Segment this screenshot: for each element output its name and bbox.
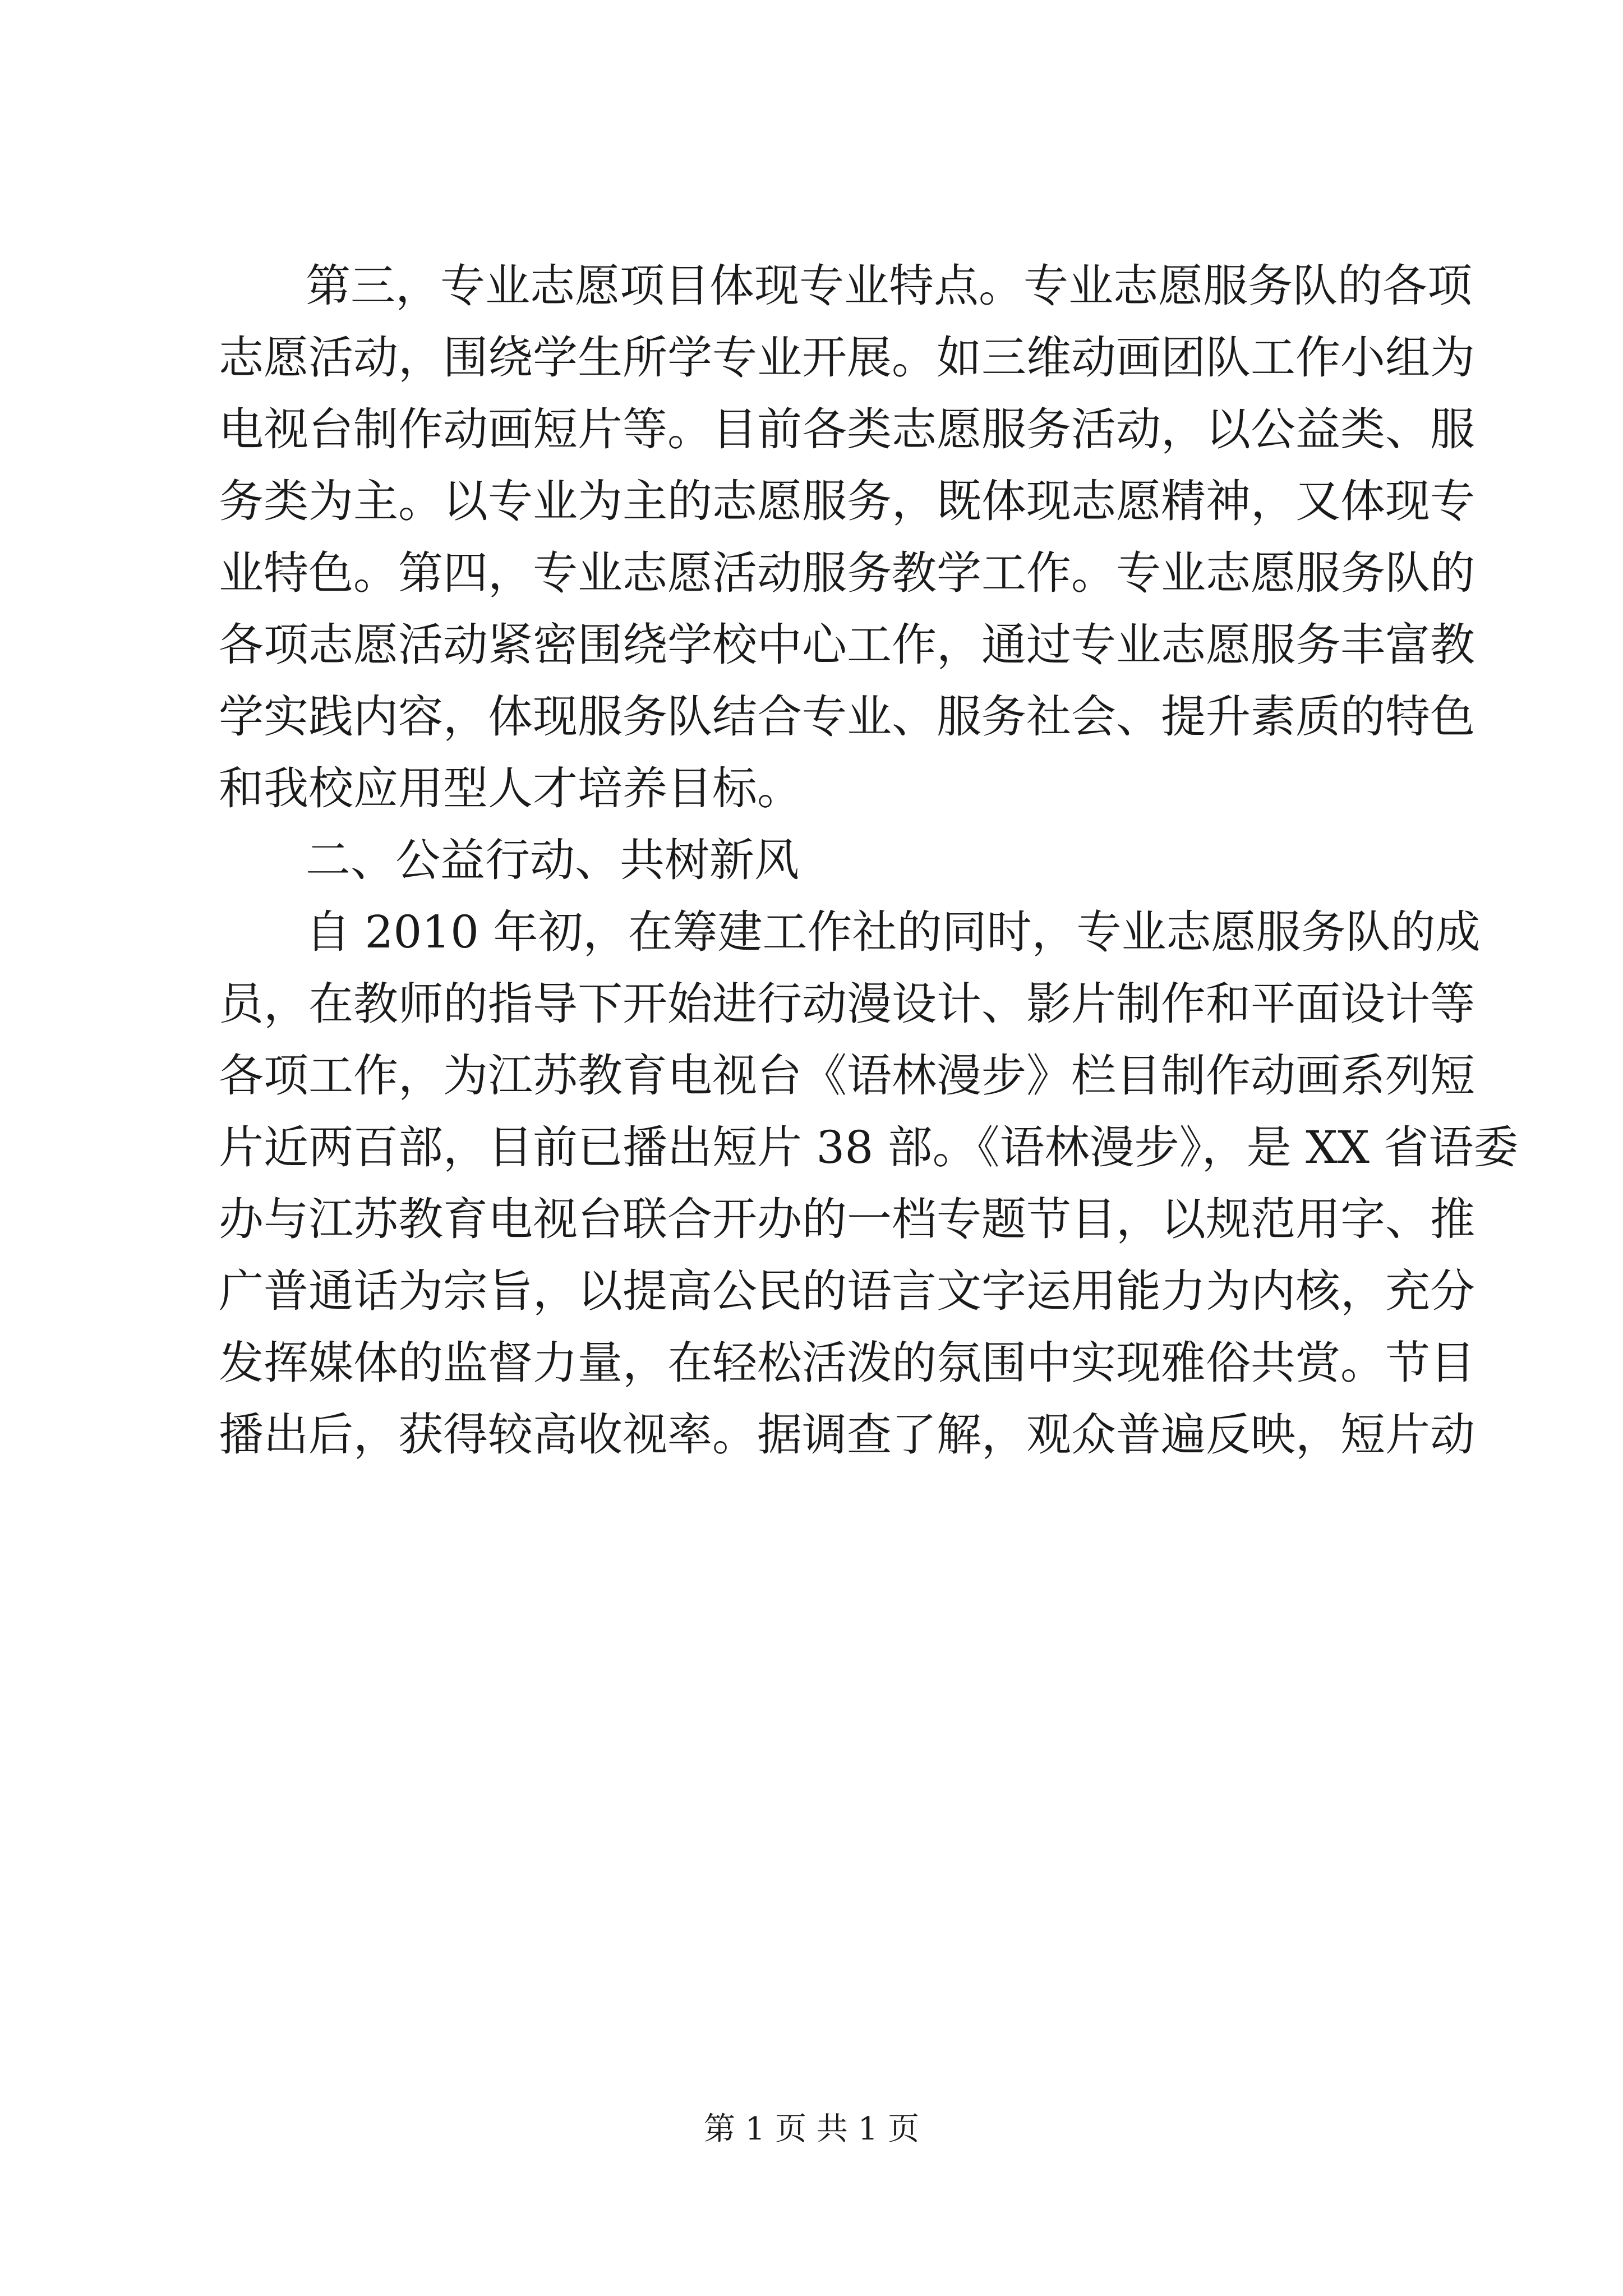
text-line: 发挥媒体的监督力量，在轻松活泼的氛围中实现雅俗共赏。节目 — [219, 1337, 1475, 1389]
text-line: 自 2010 年初，在筹建工作社的同时，专业志愿服务队的成 — [306, 906, 1481, 958]
text-line: 志愿活动，围绕学生所学专业开展。如三维动画团队工作小组为 — [219, 332, 1475, 384]
text-line: 各项工作，为江苏教育电视台《语林漫步》栏目制作动画系列短 — [219, 1050, 1475, 1102]
text-line: 片近两百部，目前已播出短片 38 部。《语林漫步》，是 XX 省语委 — [219, 1121, 1519, 1174]
text-line: 第三，专业志愿项目体现专业特点。专业志愿服务队的各项 — [306, 260, 1472, 312]
text-line: 广普通话为宗旨，以提高公民的语言文字运用能力为内核，充分 — [219, 1265, 1475, 1317]
text-line: 员，在教师的指导下开始进行动漫设计、影片制作和平面设计等 — [219, 978, 1475, 1030]
text-line: 电视台制作动画短片等。目前各类志愿服务活动，以公益类、服 — [219, 403, 1475, 455]
text-line: 办与江苏教育电视台联合开办的一档专题节目，以规范用字、推 — [219, 1193, 1475, 1245]
text-line: 务类为主。以专业为主的志愿服务，既体现志愿精神，又体现专 — [219, 475, 1475, 527]
page-number-footer: 第 1 页 共 1 页 — [703, 2111, 920, 2147]
text-line: 业特色。第四，专业志愿活动服务教学工作。专业志愿服务队的 — [219, 547, 1475, 599]
text-line: 和我校应用型人才培养目标。 — [219, 762, 802, 815]
text-line: 播出后，获得较高收视率。据调查了解，观众普遍反映，短片动 — [219, 1409, 1475, 1461]
section-heading: 二、公益行动、共树新风 — [306, 834, 799, 886]
text-line: 各项志愿活动紧密围绕学校中心工作，通过专业志愿服务丰富教 — [219, 619, 1475, 671]
text-line: 学实践内容，体现服务队结合专业、服务社会、提升素质的特色 — [219, 691, 1475, 743]
